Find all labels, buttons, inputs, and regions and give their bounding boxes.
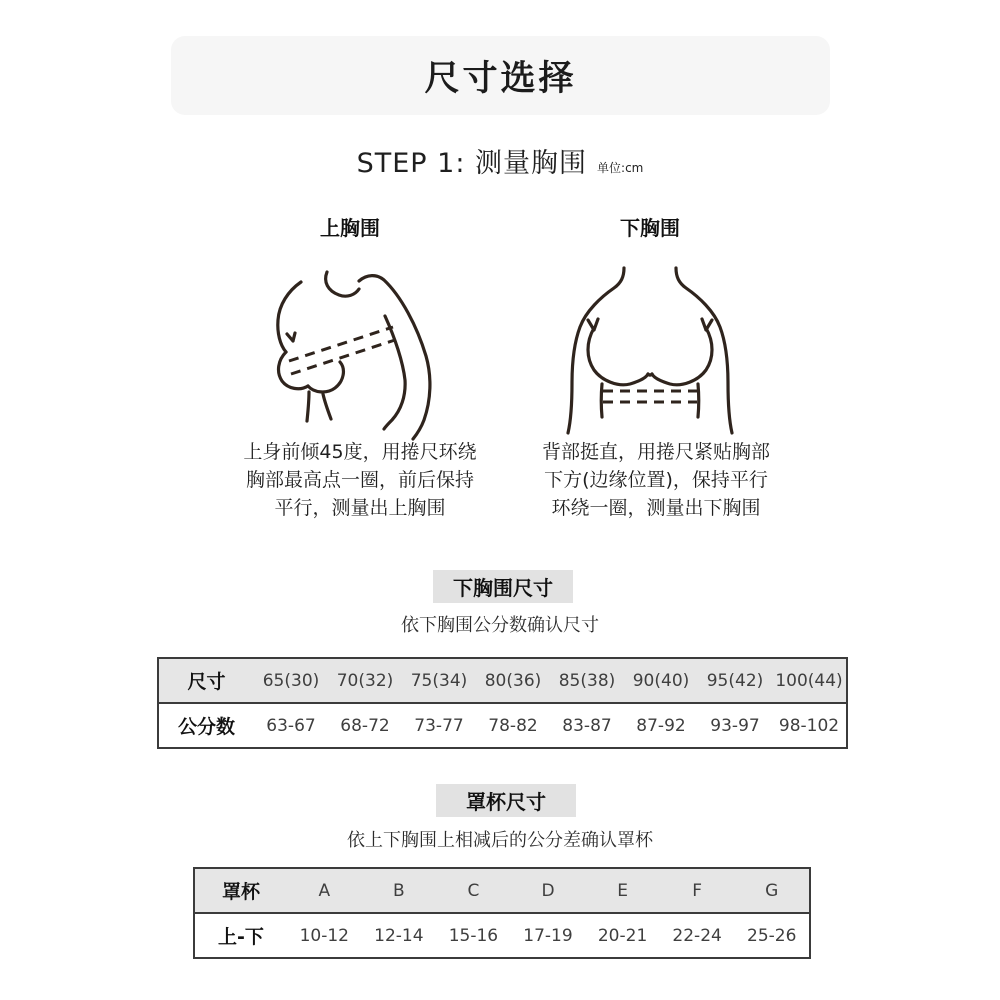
cup-size-table [193,867,811,959]
table-header-cell: 尺寸 [187,671,226,693]
table-value-cell: 78-82 [488,715,538,736]
table-value-cell: 87-92 [636,715,686,736]
table-row [159,704,846,747]
table-row [195,914,809,957]
step-heading-row [0,141,1000,180]
desc-line: 胸部最高点一圈，前后保持 [245,469,474,491]
table-value-cell: 100(44) [775,670,843,691]
table-value-cell: 85(38) [558,670,616,691]
table-row [195,869,809,914]
table-value-cell: 98-102 [778,715,840,736]
table-value-cell: 17-19 [523,925,573,946]
step-heading: STEP 1: 测量胸围 [356,148,588,179]
band-size-table [157,657,848,749]
table-value-cell: 95(42) [706,670,764,691]
table-value-cell: 25-26 [747,925,797,946]
under-bust-figure-icon [558,250,742,442]
table-value-cell: E [617,880,628,901]
upper-bust-description [222,438,498,522]
table-value-cell: 70(32) [336,670,394,691]
table-value-cell: 22-24 [672,925,722,946]
table-value-cell: 73-77 [414,715,464,736]
band-size-heading: 下胸围尺寸 [453,576,553,600]
band-size-heading-box [433,570,573,603]
desc-line: 平行，测量出上胸围 [274,497,446,519]
table-header-cell: 公分数 [177,716,235,738]
table-value-cell: 68-72 [340,715,390,736]
table-row [159,659,846,704]
table-value-cell: 15-16 [448,925,499,946]
desc-line: 环绕一圈，测量出下胸围 [551,497,761,519]
table-value-cell: 63-67 [266,715,316,736]
table-value-cell: C [467,880,480,901]
table-value-cell: 80(36) [484,670,542,691]
page-title-box [171,36,830,115]
desc-line: 上身前倾45度，用捲尺环绕 [243,441,477,463]
cup-size-heading: 罩杯尺寸 [466,790,546,814]
desc-line: 下方(边缘位置)，保持平行 [544,469,768,491]
unit-label: 单位:cm [597,161,644,175]
table-value-cell: 83-87 [562,715,612,736]
table-value-cell: 20-21 [597,925,648,946]
upper-bust-figure-icon [243,250,455,442]
table-value-cell: D [541,880,555,901]
table-value-cell: F [692,880,703,901]
table-value-cell: 10-12 [299,925,349,946]
table-value-cell: 93-97 [710,715,760,736]
page-title: 尺寸选择 [424,58,577,99]
table-value-cell: 65(30) [262,670,320,691]
band-size-subtitle: 依下胸围公分数确认尺寸 [401,615,599,636]
desc-line: 背部挺直，用捲尺紧贴胸部 [541,441,770,463]
table-header-cell: 罩杯 [221,881,260,903]
under-bust-label: 下胸围 [620,216,680,240]
table-value-cell: 90(40) [632,670,690,691]
under-bust-description [518,438,794,522]
table-header-cell: 上-下 [218,926,264,948]
upper-bust-label: 上胸围 [320,216,380,240]
table-value-cell: 12-14 [374,925,424,946]
table-value-cell: B [393,880,405,901]
table-value-cell: A [318,880,331,901]
cup-size-heading-box [436,784,576,817]
cup-size-subtitle: 依上下胸围上相减后的公分差确认罩杯 [347,830,653,851]
table-value-cell: G [765,880,779,901]
table-value-cell: 75(34) [410,670,468,691]
